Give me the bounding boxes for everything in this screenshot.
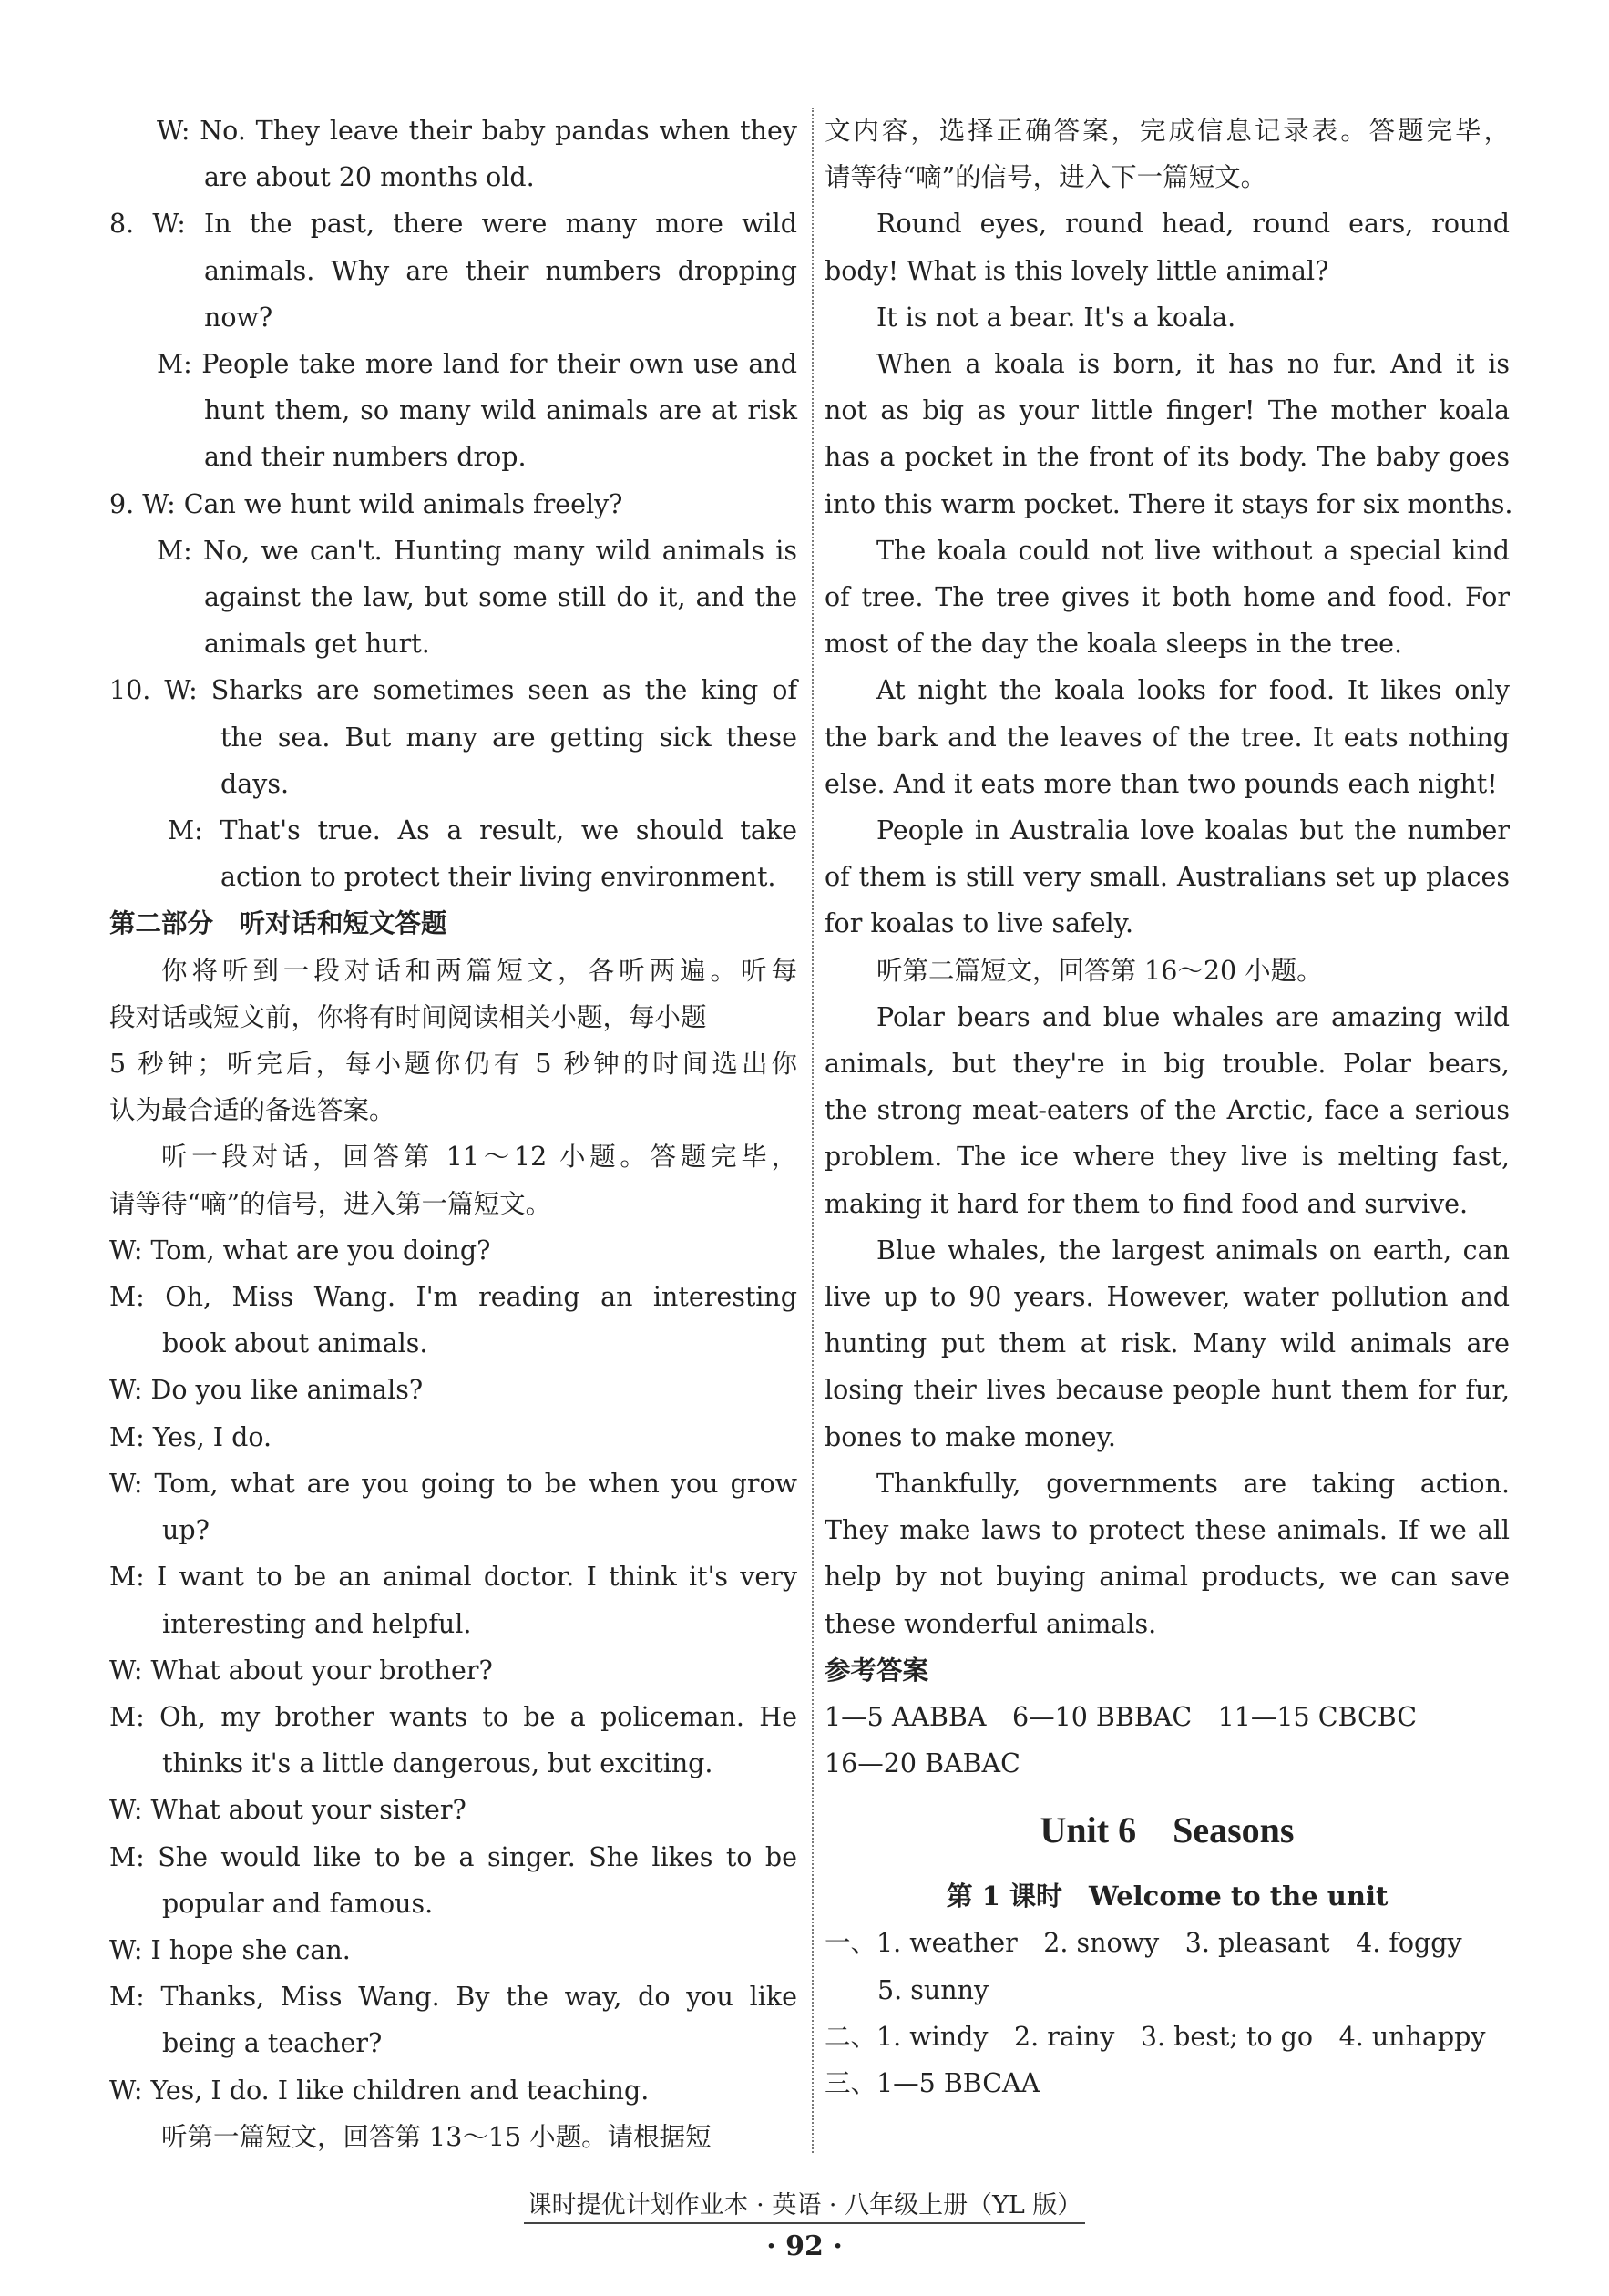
- page-number: · 92 ·: [766, 2230, 843, 2262]
- text-line: W: What about your sister?: [109, 1795, 466, 1826]
- text-line: 一、1. weather 2. snowy 3. pleasant 4. foggy: [825, 1928, 1462, 1959]
- text-line: against the law, but some still do it, and the: [204, 582, 797, 613]
- lesson-title: 第 1 课时 Welcome to the unit: [946, 1881, 1389, 1912]
- text-line: W: Tom, what are you doing?: [109, 1235, 491, 1266]
- text-line: 第二部分 听对话和短文答题: [109, 907, 447, 939]
- text-line: action to protect their living environment.: [220, 862, 776, 893]
- text-line: problem. The ice where they live is melting fast,: [825, 1142, 1510, 1173]
- text-line: hunt them, so many wild animals are at risk: [204, 395, 797, 426]
- text-line: 听第一篇短文，回答第 13～15 小题。请根据短: [161, 2121, 712, 2152]
- text-line: 8. W: In the past, there were many more wild: [109, 209, 797, 240]
- text-line: W: Yes, I do. I like children and teaching.: [109, 2075, 650, 2106]
- left-column: [109, 108, 797, 2160]
- text-line: 二、1. windy 2. rainy 3. best; to go 4. unhappy: [825, 2021, 1486, 2052]
- text-line: They make laws to protect these animals. If we all: [825, 1515, 1510, 1546]
- text-line: M: She would like to be a singer. She likes to be: [109, 1841, 797, 1872]
- text-line: M: Yes, I do.: [109, 1421, 272, 1452]
- text-line: losing their lives because people hunt them for fur,: [825, 1375, 1510, 1406]
- text-line: Thankfully, governments are taking action.: [876, 1468, 1510, 1499]
- text-line: 参考答案: [825, 1654, 929, 1686]
- text-line: It is not a bear. It's a koala.: [876, 302, 1236, 333]
- text-line: W: Do you like animals?: [109, 1375, 424, 1406]
- unit-title: Unit 6 Seasons: [1040, 1809, 1295, 1851]
- text-line: M: Oh, my brother wants to be a policeman. He: [109, 1701, 797, 1732]
- text-line: Round eyes, round head, round ears, round: [876, 209, 1510, 240]
- text-line: hunting put them at risk. Many wild animals are: [825, 1328, 1510, 1359]
- right-column: [825, 108, 1513, 2106]
- text-line: days.: [220, 768, 290, 799]
- text-line: the sea. But many are getting sick these: [220, 722, 797, 753]
- text-line: When a koala is born, it has no fur. And it is: [876, 349, 1510, 380]
- text-line: these wonderful animals.: [825, 1608, 1157, 1639]
- text-line: 认为最合适的备选答案。: [109, 1095, 395, 1126]
- text-line: W: I hope she can.: [109, 1934, 351, 1965]
- right-text-b: [825, 1920, 1510, 2106]
- text-line: M: Oh, Miss Wang. I'm reading an interesting: [109, 1282, 797, 1313]
- text-line: Blue whales, the largest animals on earth, can: [876, 1235, 1510, 1266]
- text-line: up?: [162, 1515, 210, 1546]
- text-line: 1—5 AABBA 6—10 BBBAC 11—15 CBCBC: [825, 1701, 1418, 1732]
- text-line: bones to make money.: [825, 1421, 1116, 1452]
- text-line: the bark and the leaves of the tree. It eats nothing: [825, 722, 1510, 753]
- text-line: now?: [204, 302, 273, 333]
- text-line: 听第二篇短文，回答第 16～20 小题。: [876, 955, 1323, 986]
- text-line: animals. Why are their numbers dropping: [204, 255, 797, 286]
- column-divider: [812, 108, 814, 2153]
- text-line: else. And it eats more than two pounds each night!: [825, 768, 1498, 799]
- text-line: interesting and helpful.: [162, 1608, 472, 1639]
- text-line: 请等待“嘀”的信号，进入第一篇短文。: [109, 1188, 552, 1219]
- text-line: At night the koala looks for food. It likes only: [876, 675, 1510, 706]
- text-line: help by not buying animal products, we can save: [825, 1562, 1510, 1593]
- text-line: for koalas to live safely.: [825, 908, 1134, 939]
- text-line: and their numbers drop.: [204, 442, 527, 473]
- text-line: being a teacher?: [162, 2028, 383, 2059]
- text-line: The koala could not live without a special kind: [876, 535, 1510, 566]
- text-line: body! What is this lovely little animal?: [825, 255, 1329, 286]
- text-line: W: No. They leave their baby pandas when they: [157, 116, 797, 146]
- text-line: making it hard for them to find food and survive.: [825, 1188, 1469, 1219]
- footer-title: 课时提优计划作业本 · 英语 · 八年级上册（YL 版）: [524, 2185, 1086, 2224]
- text-line: 10. W: Sharks are sometimes seen as the king of: [109, 675, 797, 706]
- text-line: animals get hurt.: [204, 629, 430, 660]
- text-line: most of the day the koala sleeps in the tree.: [825, 629, 1403, 660]
- text-line: M: Thanks, Miss Wang. By the way, do you like: [109, 1982, 797, 2013]
- text-line: 文内容，选择正确答案，完成信息记录表。答题完毕，: [825, 116, 1510, 146]
- text-line: into this warm pocket. There it stays for six months.: [825, 488, 1513, 519]
- text-line: has a pocket in the front of its body. The baby goes: [825, 442, 1510, 473]
- text-line: live up to 90 years. However, water pollution and: [825, 1282, 1510, 1313]
- text-line: of them is still very small. Australians set up places: [825, 862, 1510, 893]
- text-line: not as big as your little finger! The mother koala: [825, 395, 1510, 426]
- text-line: 听一段对话，回答第 11～12 小题。答题完毕，: [161, 1142, 797, 1173]
- text-line: 5 秒钟；听完后，每小题你仍有 5 秒钟的时间选出你: [109, 1049, 797, 1080]
- text-line: the strong meat-eaters of the Arctic, face a serious: [825, 1095, 1510, 1126]
- text-line: popular and famous.: [162, 1888, 434, 1919]
- text-line: 段对话或短文前，你将有时间阅读相关小题，每小题: [109, 1001, 707, 1032]
- text-line: 5. sunny: [877, 1974, 989, 2005]
- text-line: M: That's true. As a result, we should take: [168, 815, 797, 846]
- text-line: M: No, we can't. Hunting many wild animals is: [157, 535, 797, 566]
- text-line: W: What about your brother?: [109, 1655, 493, 1686]
- right-text-a: [825, 108, 1513, 1787]
- text-line: M: I want to be an animal doctor. I think it's very: [109, 1562, 797, 1593]
- text-line: animals, but they're in big trouble. Polar bears,: [825, 1049, 1510, 1080]
- text-line: People in Australia love koalas but the number: [876, 815, 1510, 846]
- footer: [0, 2185, 1609, 2224]
- text-line: 三、1—5 BBCAA: [825, 2067, 1040, 2098]
- text-line: are about 20 months old.: [204, 162, 535, 193]
- text-line: M: People take more land for their own use and: [157, 349, 797, 380]
- text-line: 9. W: Can we hunt wild animals freely?: [109, 488, 623, 519]
- text-line: thinks it's a little dangerous, but exciting.: [162, 1748, 713, 1779]
- text-line: 你将听到一段对话和两篇短文，各听两遍。听每: [161, 955, 797, 986]
- text-line: W: Tom, what are you going to be when you grow: [109, 1468, 797, 1499]
- text-line: of tree. The tree gives it both home and food. For: [825, 582, 1510, 613]
- text-line: Polar bears and blue whales are amazing wild: [876, 1001, 1510, 1032]
- text-line: 请等待“嘀”的信号，进入下一篇短文。: [825, 162, 1267, 193]
- text-line: 16—20 BABAC: [825, 1748, 1020, 1779]
- text-line: book about animals.: [162, 1328, 428, 1359]
